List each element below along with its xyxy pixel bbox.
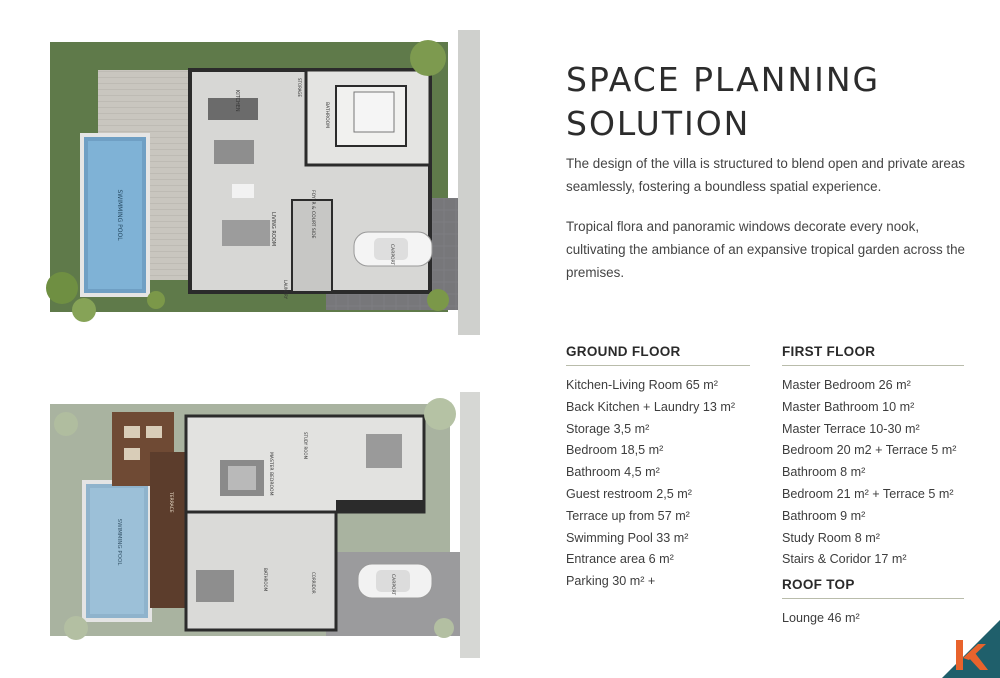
carport-label: CARPORT — [389, 244, 394, 266]
list-item: Lounge 46 m² — [782, 611, 860, 626]
intro-paragraph-2: Tropical flora and panoramic windows decorate every nook, cultivating the ambiance of an expansive tropical garden across the premises. — [566, 219, 965, 280]
kitchen-label: KITCHEN — [234, 90, 240, 112]
study-label: STUDY ROOM — [303, 432, 308, 460]
pool-label: SWIMMING POOL — [116, 189, 123, 241]
list-item: Back Kitchen + Laundry 13 m² — [566, 399, 736, 414]
list-item: Master Bedroom 26 m² — [782, 378, 911, 392]
k-logo-icon — [942, 620, 1000, 678]
list-item: Bedroom 20 m2 + Terrace 5 m² — [782, 443, 957, 458]
page-title — [566, 58, 986, 146]
list-item: Study Room 8 m² — [782, 530, 880, 545]
list-item: Master Bathroom 10 m² — [782, 399, 915, 414]
list-item: Parking 30 m² + — [566, 574, 656, 589]
first-floor-list — [782, 375, 964, 571]
corridor-label: CORRIDOR — [311, 572, 316, 594]
first-carport-label: CARPORT — [390, 574, 395, 596]
first-pool-label: SWIMMING POOL — [116, 518, 122, 566]
list-item: Terrace up from 57 m² — [566, 508, 690, 523]
bath-label: BATHROOM — [263, 568, 268, 592]
living-label: LIVING ROOM — [270, 212, 276, 247]
intro-paragraph-1: The design of the villa is structured to blend open and private areas seamlessly, fostering a boundless spatial experience. — [566, 156, 965, 194]
roof-top-title: ROOF TOP — [782, 577, 964, 599]
ground-floor-list — [566, 375, 750, 593]
page-title-line-1: SPACE PLANNING — [566, 60, 881, 99]
page-title-line-2: SOLUTION — [566, 104, 751, 143]
roof-top-list — [782, 608, 964, 630]
list-item: Swimming Pool 33 m² — [566, 530, 689, 545]
list-item: Bedroom 21 m² + Terrace 5 m² — [782, 486, 954, 501]
first-floor-plan — [36, 392, 480, 658]
list-item: Bathroom 4,5 m² — [566, 465, 660, 480]
ground-floor-plan — [36, 30, 480, 335]
list-item: Master Terrace 10-30 m² — [782, 421, 920, 436]
list-item: Bedroom 18,5 m² — [566, 443, 664, 458]
laundry-label: LAUNDRY — [283, 280, 288, 300]
storage-label: STORAGE — [297, 78, 302, 98]
first-floor-section — [782, 344, 964, 630]
master-label: MASTER BEDROOM — [268, 452, 273, 496]
terrace-label: TERRACE — [168, 492, 173, 513]
list-item: Storage 3,5 m² — [566, 421, 650, 436]
list-item: Stairs & Coridor 17 m² — [782, 552, 907, 567]
first-floor-title: FIRST FLOOR — [782, 344, 964, 366]
list-item: Bathroom 9 m² — [782, 508, 866, 523]
list-item: Kitchen-Living Room 65 m² — [566, 378, 718, 392]
roof-top-section — [782, 577, 964, 630]
bathroom-label: BATHROOM — [324, 102, 329, 129]
list-item: Guest restroom 2,5 m² — [566, 486, 692, 501]
ground-floor-title: GROUND FLOOR — [566, 344, 750, 366]
ground-floor-section — [566, 344, 750, 593]
list-item: Entrance area 6 m² — [566, 552, 674, 567]
foyer-label: FOYER & COURT SIDE — [310, 190, 315, 239]
list-item: Bathroom 8 m² — [782, 465, 866, 480]
